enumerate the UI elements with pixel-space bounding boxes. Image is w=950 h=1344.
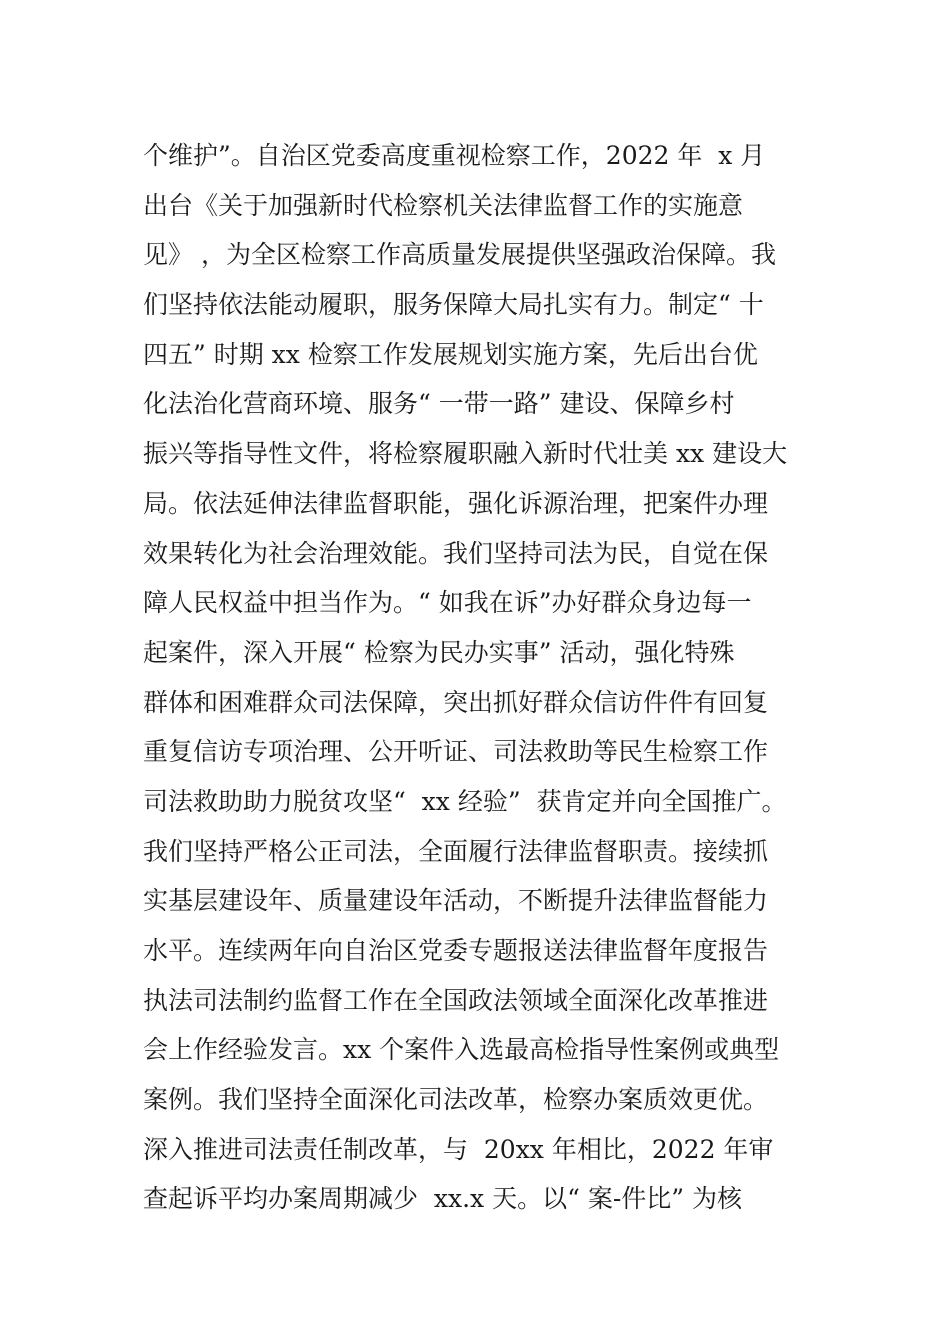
text-line: 起案件，深入开展“ 检察为民办实事” 活动，强化特殊	[143, 637, 735, 667]
text-line: 四五” 时期 xx 检察工作发展规划实施方案，先后出台优	[143, 339, 758, 369]
text-line: 个维护”。自治区党委高度重视检察工作，2022 年 x 月	[143, 141, 766, 170]
text-line: 群体和困难群众司法保障，突出抓好群众信访件件有回复	[143, 687, 769, 717]
text-line: 见》 ，为全区检察工作高质量发展提供坚强政治保障。我	[143, 240, 776, 270]
text-line: 振兴等指导性文件，将检察履职融入新时代壮美 xx 建设大	[143, 439, 788, 469]
text-line: 们坚持依法能动履职，服务保障大局扎实有力。制定“ 十	[143, 290, 764, 320]
text-line: 执法司法制约监督工作在全国政法领域全面深化改革推进	[143, 985, 769, 1015]
text-line: 案例。我们坚持全面深化司法改革，检察办案质效更优。	[143, 1085, 769, 1115]
text-line: 司法救助助力脱贫攻坚“ xx 经验” 获肯定并向全国推广。	[143, 786, 787, 816]
text-line: 障人民权益中担当作为。“ 如我在诉”办好群众身边每一	[143, 588, 752, 618]
text-line: 出台《关于加强新时代检察机关法律监督工作的实施意	[143, 190, 744, 220]
text-line: 重复信访专项治理、公开听证、司法救助等民生检察工作	[143, 737, 769, 767]
text-line: 会上作经验发言。xx 个案件入选最高检指导性案例或典型	[143, 1035, 780, 1065]
text-line: 效果转化为社会治理效能。我们坚持司法为民，自觉在保	[143, 538, 769, 568]
body-paragraph	[143, 131, 843, 1224]
text-line: 查起诉平均办案周期减少 xx.x 天。以“ 案-件比” 为核	[143, 1184, 742, 1214]
text-line: 局。依法延伸法律监督职能，强化诉源治理，把案件办理	[143, 488, 769, 518]
text-line: 深入推进司法责任制改革，与 20xx 年相比，2022 年审	[143, 1134, 774, 1164]
text-line: 水平。连续两年向自治区党委专题报送法律监督年度报告	[143, 936, 769, 965]
text-line: 化法治化营商环境、服务“ 一带一路” 建设、保障乡村	[143, 389, 735, 419]
text-line: 我们坚持严格公正司法，全面履行法律监督职责。接续抓	[143, 836, 769, 866]
text-line: 实基层建设年、质量建设年活动，不断提升法律监督能力	[143, 886, 769, 916]
